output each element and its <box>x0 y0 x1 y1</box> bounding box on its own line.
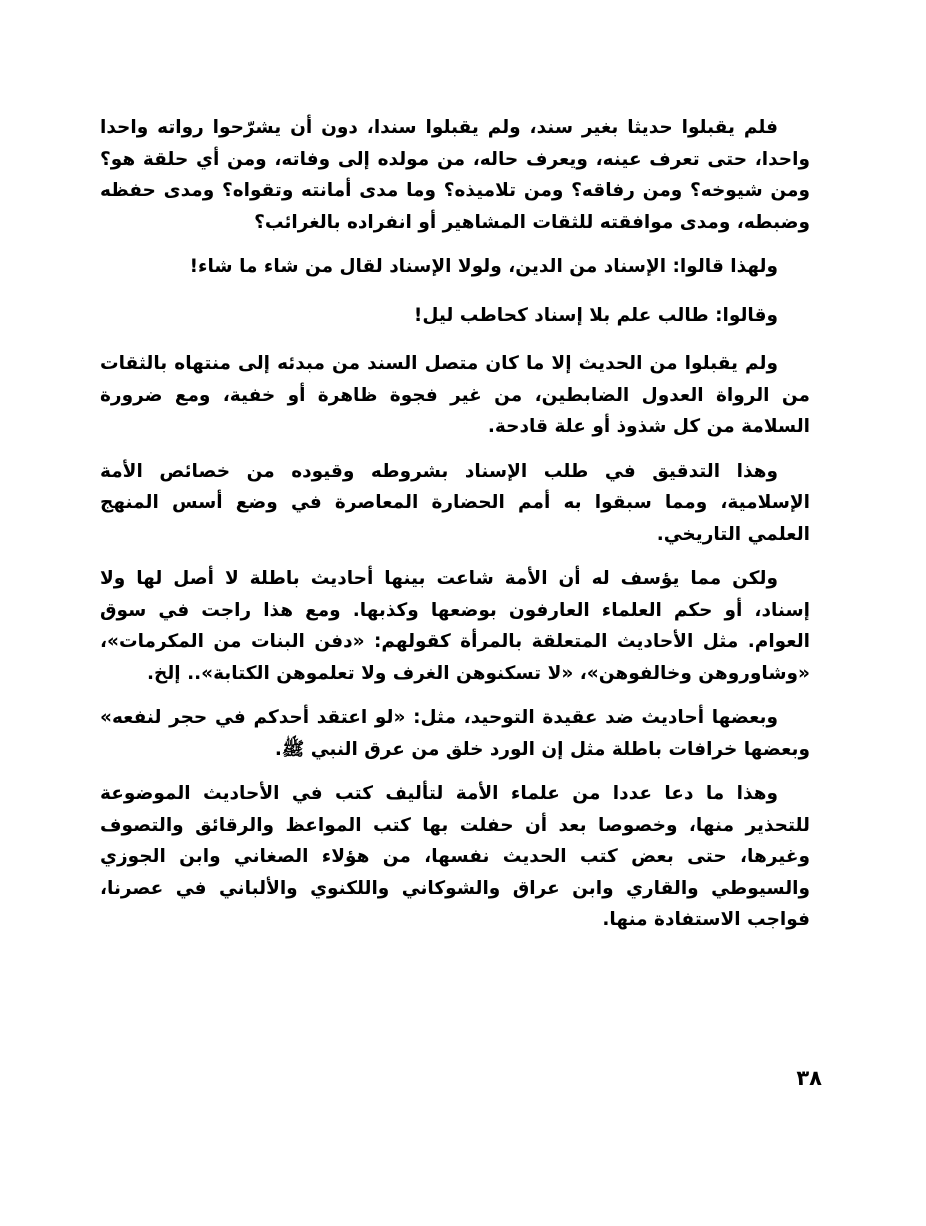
paragraph-6: ولكن مما يؤسف له أن الأمة شاعت بينها أحاديث باطلة لا أصل لها ولا إسناد، أو حكم العلماء العارفون بوضعها وكذبها. ومع هذا راجت في سوق العوام. مثل الأحاديث المتعلقة بالمرأة كقولهم: «دفن البنات من المكرمات»، «وشاوروهن وخالفوهن»، «لا تسكنوهن الغرف ولا تعلموهن الكتابة».. إلخ. <box>100 568 810 684</box>
paragraph-7: وبعضها أحاديث ضد عقيدة التوحيد، مثل: «لو اعتقد أحدكم في حجر لنفعه» وبعضها خرافات باطلة مثل إن الورد خلق من عرق النبي ﷺ. <box>100 707 810 760</box>
paragraph-5: وهذا التدقيق في طلب الإسناد بشروطه وقيوده من خصائص الأمة الإسلامية، ومما سبقوا به أمم الحضارة المعاصرة في وضع أسس المنهج العلمي التاريخي. <box>100 460 810 545</box>
paragraph-1: فلم يقبلوا حديثا بغير سند، ولم يقبلوا سندا، دون أن يشرّحوا رواته واحدا واحدا، حتى تعرف عينه، ويعرف حاله، من مولده إلى وفاته، ومن أي حلقة هو؟ ومن شيوخه؟ ومن رفاقه؟ ومن تلاميذه؟ وما مدى أمانته وتقواه؟ ومدى حفظه وضبطه، ومدى موافقته للثقات المشاهير أو انفراده بالغرائب؟ <box>100 117 810 233</box>
paragraph-8: وهذا ما دعا عددا من علماء الأمة لتأليف كتب في الأحاديث الموضوعة للتحذير منها، وخصوصا بعد أن حفلت بها كتب المواعظ والرقائق والتصوف وغيرها، حتى بعض كتب الحديث نفسها، من هؤلاء الصغاني وابن الجوزي والسيوطي والقاري وابن عراق والشوكاني واللكنوي والألباني في عصرنا، فواجب الاستفادة منها. <box>100 783 810 930</box>
page-number: ٣٨ <box>796 1066 822 1090</box>
paragraph-3: وقالوا: طالب علم بلا إسناد كحاطب ليل! <box>413 304 778 326</box>
paragraph-4: ولم يقبلوا من الحديث إلا ما كان متصل السند من مبدئه إلى منتهاه بالثقات من الرواة العدول الضابطين، من غير فجوة ظاهرة أو خفية، ومع ضرورة السلامة من كل شذوذ أو علة قادحة. <box>100 353 810 437</box>
page-body <box>100 112 810 949</box>
paragraph-2: ولهذا قالوا: الإسناد من الدين، ولولا الإسناد لقال من شاء ما شاء! <box>189 256 778 277</box>
